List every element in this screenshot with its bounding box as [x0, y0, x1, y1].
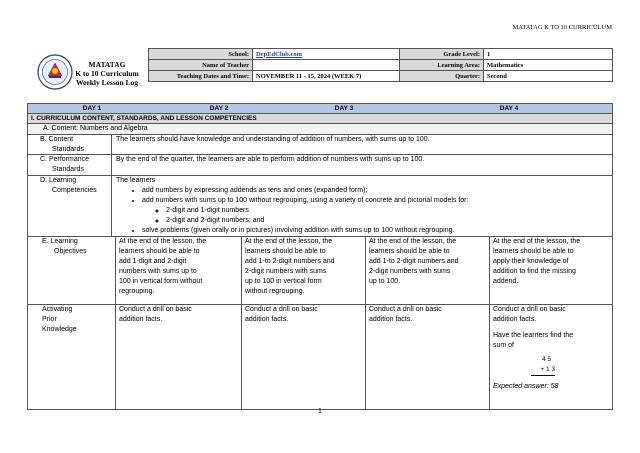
activating-label-3: Knowledge — [42, 326, 77, 333]
quarter-label: Quarter: — [400, 71, 484, 82]
objectives-day-4-line: addend. — [493, 278, 519, 285]
objectives-day-3-line: learners should be able to — [369, 248, 450, 255]
activating-label-2: Prior — [42, 316, 57, 323]
objectives-day-1-line: add 1-digit and 2-digit — [119, 258, 187, 265]
objectives-day-1-line: learners should be able to — [119, 248, 200, 255]
objectives-day-1-line: At the end of the lesson, the — [119, 238, 207, 245]
header-title — [62, 60, 152, 87]
competency-sub-2: ◦ 2-digit and 2-digit numbers; and — [166, 216, 612, 226]
objectives-day-3-line: 2-digit numbers with sums — [369, 268, 451, 275]
activating-day-3-line: addition facts. — [369, 316, 413, 323]
performance-standards-text: By the end of the quarter, the learners are able to perform addition of numbers with sums up to 100. — [116, 156, 425, 163]
objectives-day-3-line: add 1-to 2-digit numbers and — [369, 258, 459, 265]
activating-day-1-line: addition facts. — [119, 316, 163, 323]
expected-answer: Expected answer: 58 — [493, 383, 559, 390]
objectives-label — [28, 237, 116, 304]
objectives-day-2-line: up to 100 in vertical form — [245, 278, 322, 285]
grade-value: 1 — [484, 49, 613, 60]
objectives-day-4 — [490, 237, 612, 304]
activating-day-2 — [242, 305, 366, 409]
activating-day-4-line: addition facts. — [493, 316, 537, 323]
objectives-label-2: Objectives — [54, 248, 87, 255]
activating-day-4-extra: Have the learners find the — [493, 332, 574, 339]
content-standards-label-2: Standards — [52, 146, 84, 153]
school-label: School: — [149, 49, 253, 60]
content-standards-row — [28, 134, 612, 154]
math-addend-top: 4 5 — [541, 356, 551, 363]
objectives-day-2-line: add 1-to 2-digit numbers and — [245, 258, 335, 265]
activating-day-4 — [490, 305, 612, 409]
competencies-label-1: D. Learning — [40, 177, 77, 184]
competency-sublist — [142, 206, 612, 226]
grade-label: Grade Level: — [400, 49, 484, 60]
competencies-label-2: Competencies — [52, 187, 97, 194]
objectives-day-3-line: up to 100. — [369, 278, 401, 285]
competency-2-text: add numbers with sums up to 100 without regrouping, using a variety of concrete and pictorial models for: — [142, 197, 469, 204]
objectives-day-2-line: At the end of the lesson, the — [245, 238, 333, 245]
objectives-day-4-line: learners should be able to — [493, 248, 574, 255]
performance-standards-row — [28, 154, 612, 175]
objectives-day-1-line: regrouping. — [119, 288, 155, 295]
day-3-header: DAY 3 — [282, 104, 406, 113]
competencies-list — [116, 186, 612, 236]
objectives-day-2 — [242, 237, 366, 304]
content-standards-text: The learners should have knowledge and understanding of addition of numbers, with sums up to 100. — [116, 136, 430, 143]
objectives-day-1-line: 100 in vertical form without — [119, 278, 203, 285]
math-addend-bottom: + 1 3 — [531, 365, 555, 376]
area-value: Mathematics — [484, 60, 613, 71]
competency-sub-1: ◦ 2-digit and 1-digit numbers — [166, 206, 612, 216]
school-link[interactable]: DepEdClub.com — [256, 50, 303, 58]
header-title-line1: MATATAG — [88, 60, 126, 69]
competencies-intro: The learners — [116, 177, 156, 184]
objectives-day-2-line: learners should be able to — [245, 248, 326, 255]
activating-label — [28, 305, 116, 409]
teacher-value — [253, 60, 400, 71]
curriculum-label: MATATAG K TO 10 CURRICULUM — [512, 24, 612, 31]
day-1-header: DAY 1 — [28, 104, 156, 113]
header-info-table — [148, 48, 613, 82]
header-title-line2: K to 10 Curriculum — [75, 69, 139, 78]
activating-day-2-line: addition facts. — [245, 316, 289, 323]
objectives-day-4-line: addition to find the missing — [493, 268, 576, 275]
activating-label-1: Activating — [42, 306, 73, 313]
objectives-day-4-line: apply their knowledge of — [493, 258, 569, 265]
objectives-label-1: E. Learning — [42, 238, 78, 245]
competency-1: • add numbers by expressing addends as tens and ones (expanded form); — [142, 186, 612, 196]
dates-label: Teaching Dates and Time: — [149, 71, 253, 82]
activating-day-4-extra: sum of — [493, 342, 515, 349]
day-2-header: DAY 2 — [156, 104, 282, 113]
activating-day-1 — [116, 305, 242, 409]
performance-standards-label-2: Standards — [52, 166, 84, 173]
objectives-day-1 — [116, 237, 242, 304]
dates-value: NOVEMBER 11 - 15, 2024 (WEEK 7) — [253, 71, 400, 82]
quarter-value: Second — [484, 71, 613, 82]
objectives-day-3-line: At the end of the lesson, the — [369, 238, 457, 245]
objectives-day-4-line: At the end of the lesson, the — [493, 238, 581, 245]
performance-standards-label — [28, 155, 112, 175]
activating-day-3-line: Conduct a drill on basic — [369, 306, 442, 313]
header-title-line3: Weekly Lesson Log — [75, 78, 139, 87]
school-value — [253, 49, 400, 60]
teacher-label: Name of Teacher — [149, 60, 253, 71]
objectives-day-2-line: without regrouping. — [245, 288, 305, 295]
content-standards-label — [28, 135, 112, 154]
content-heading: A. Content: Numbers and Algebra — [28, 123, 612, 134]
objectives-row — [28, 236, 612, 304]
area-label: Learning Area: — [400, 60, 484, 71]
competencies-content — [112, 176, 612, 236]
section-heading: I. CURRICULUM CONTENT, STANDARDS, AND LESSON COMPETENCIES — [28, 113, 612, 123]
competencies-label — [28, 176, 112, 236]
objectives-day-2-line: 2-digit numbers with sums — [245, 268, 327, 275]
activating-day-1-line: Conduct a drill on basic — [119, 306, 192, 313]
page-number: 1 — [318, 408, 322, 415]
activating-day-2-line: Conduct a drill on basic — [245, 306, 318, 313]
competencies-row — [28, 175, 612, 236]
day-header-row — [28, 104, 612, 113]
activating-row — [28, 304, 612, 409]
objectives-day-1-line: numbers with sums up to — [119, 268, 197, 275]
performance-standards-label-1: C. Performance — [40, 156, 90, 163]
activating-day-3 — [366, 305, 490, 409]
activating-day-4-line: Conduct a drill on basic — [493, 306, 566, 313]
day-4-header: DAY 4 — [406, 104, 612, 113]
objectives-day-3 — [366, 237, 490, 304]
content-standards-label-1: B. Content — [40, 136, 74, 143]
lesson-log-table — [27, 103, 613, 410]
competency-3: • solve problems (given orally or in pictures) involving addition with sums up to 100 without regrouping. — [142, 226, 612, 236]
competency-2 — [142, 196, 612, 226]
